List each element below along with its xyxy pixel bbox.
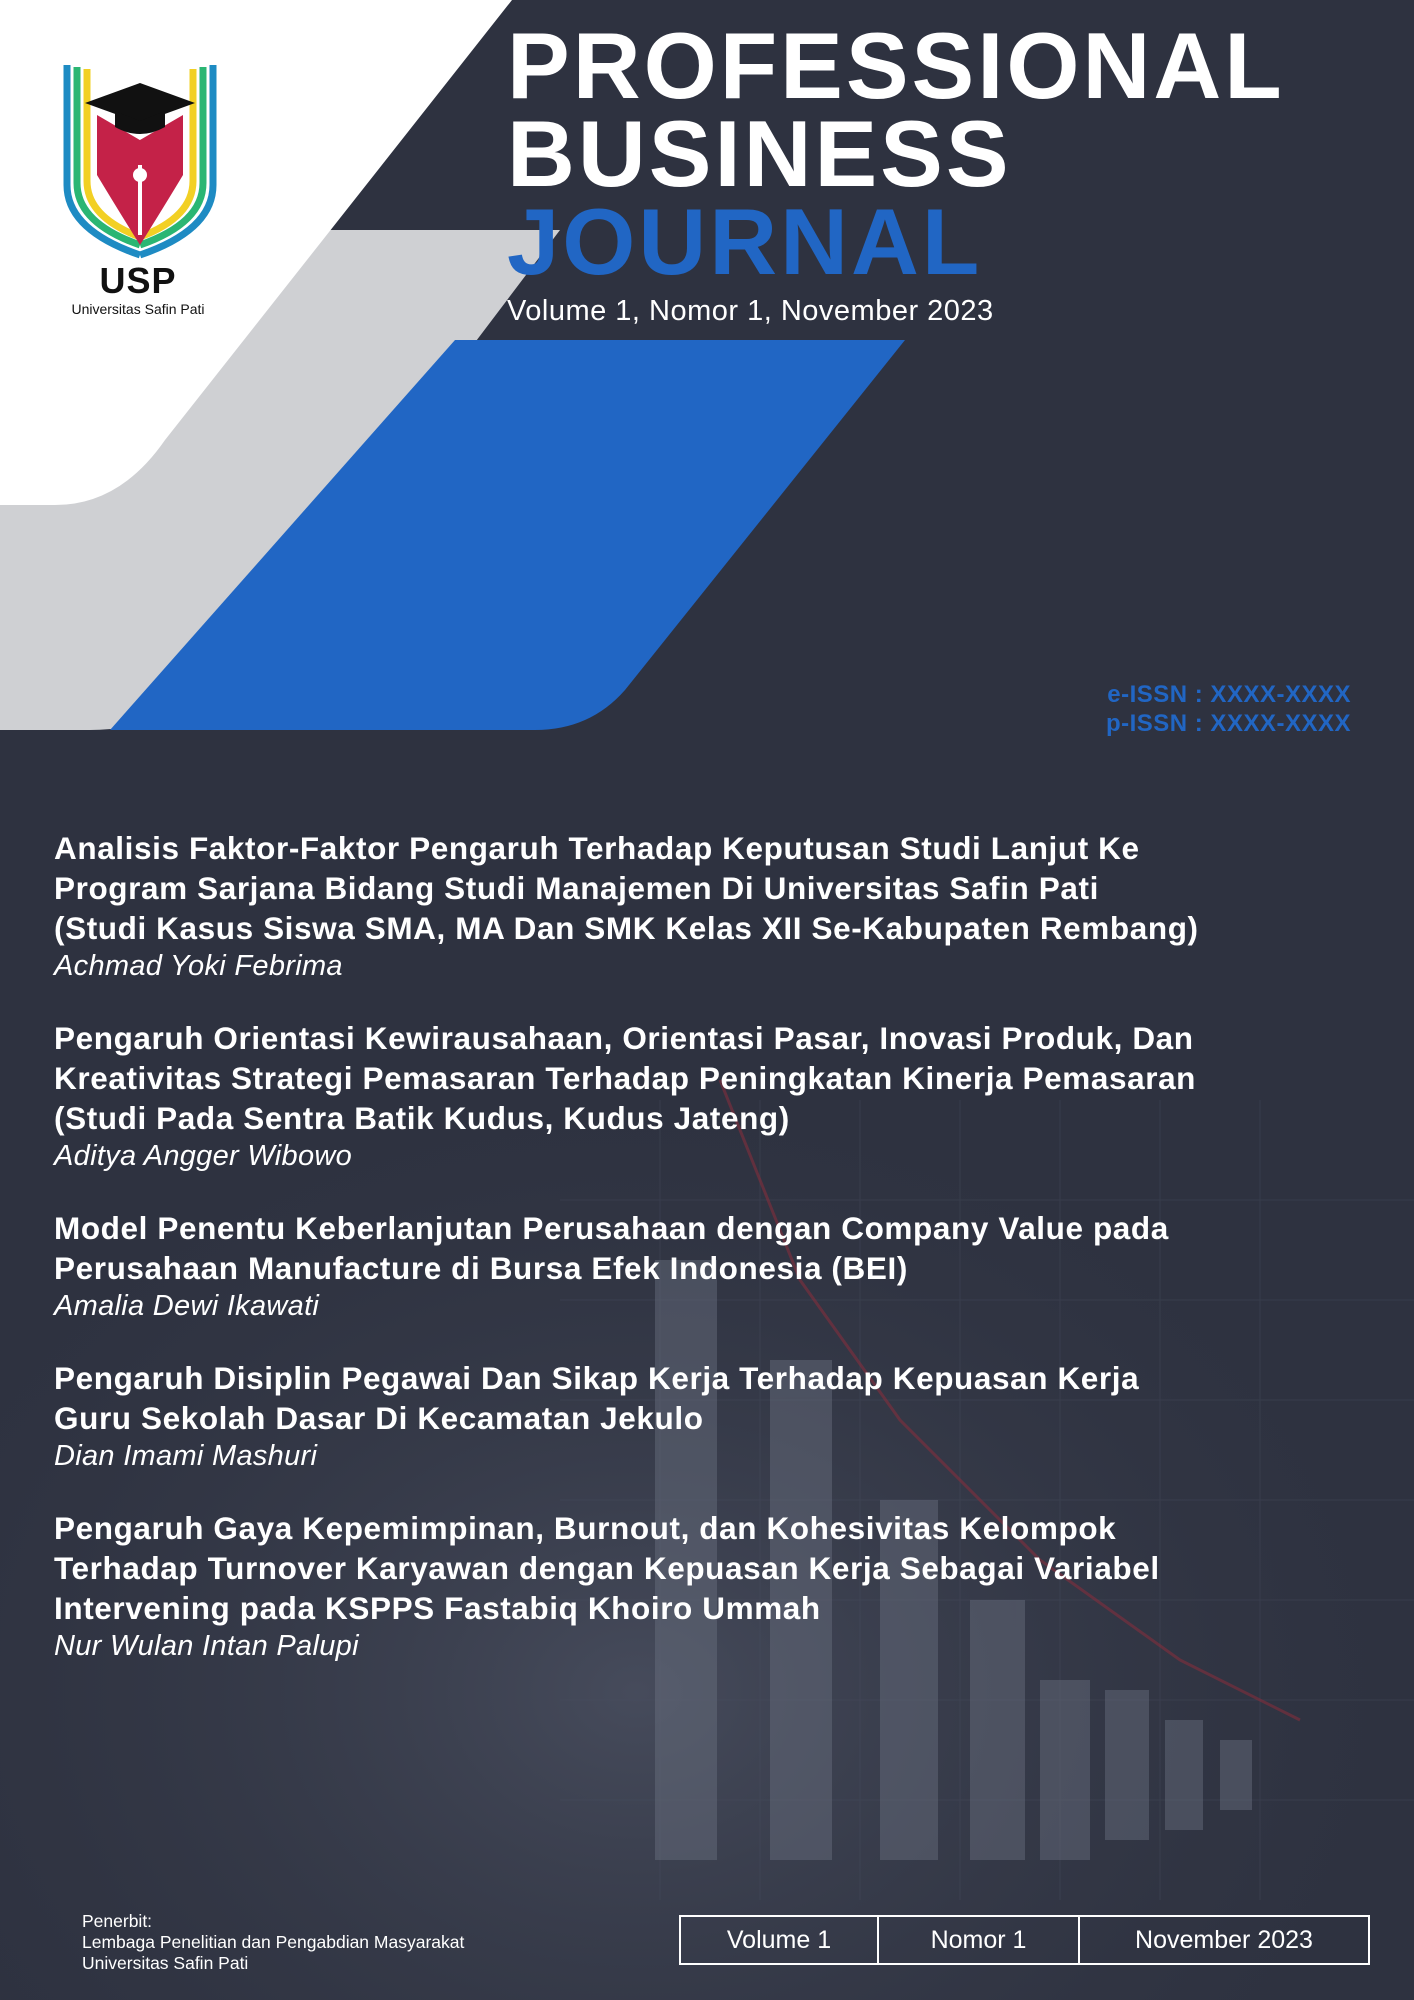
article-author: Amalia Dewi Ikawati (54, 1290, 320, 1322)
journal-volume-info: Volume 1, Nomor 1, November 2023 (507, 295, 994, 327)
article-item (54, 1208, 1374, 1324)
article-title (54, 1508, 1374, 1628)
article-title (54, 1358, 1374, 1438)
article-item (54, 828, 1374, 984)
article-item (54, 1018, 1374, 1174)
journal-title-line-3: JOURNAL (507, 189, 983, 294)
issn-block (1106, 680, 1351, 738)
article-item (54, 1358, 1374, 1474)
publisher-block (82, 1911, 464, 1974)
article-title (54, 828, 1374, 948)
article-title (54, 1018, 1374, 1138)
article-title-line: Analisis Faktor-Faktor Pengaruh Terhadap Keputusan Studi Lanjut Ke (54, 830, 1140, 866)
journal-title-line-1: PROFESSIONAL (507, 13, 1285, 118)
logo-abbreviation: USP (99, 260, 177, 301)
article-title-line: Pengaruh Gaya Kepemimpinan, Burnout, dan Kohesivitas Kelompok (54, 1510, 1117, 1546)
article-author: Achmad Yoki Febrima (54, 950, 343, 982)
article-title (54, 1208, 1374, 1288)
publisher-line-2: Universitas Safin Pati (82, 1953, 249, 1973)
article-title-line: Pengaruh Orientasi Kewirausahaan, Orientasi Pasar, Inovasi Produk, Dan (54, 1020, 1194, 1056)
p-issn-text: p-ISSN : XXXX-XXXX (1105, 710, 1351, 737)
article-title-line: Pengaruh Disiplin Pegawai Dan Sikap Kerja Terhadap Kepuasan Kerja (54, 1360, 1140, 1396)
issue-volume-cell: Volume 1 (726, 1925, 832, 1954)
article-title-line: (Studi Pada Sentra Batik Kudus, Kudus Jateng) (54, 1100, 790, 1136)
publisher-label: Penerbit: (82, 1911, 153, 1931)
article-title-line: Model Penentu Keberlanjutan Perusahaan dengan Company Value pada (54, 1210, 1169, 1246)
article-item (54, 1508, 1374, 1664)
e-issn-text: e-ISSN : XXXX-XXXX (1107, 681, 1351, 708)
issue-date-cell: November 2023 (1078, 1917, 1368, 1963)
article-title-line: Terhadap Turnover Karyawan dengan Kepuasan Kerja Sebagai Variabel (54, 1550, 1160, 1586)
logo-university-name: Universitas Safin Pati (71, 301, 205, 317)
journal-title-block (507, 13, 1285, 328)
issue-info-table (679, 1915, 1370, 1965)
article-title-line: Kreativitas Strategi Pemasaran Terhadap Peningkatan Kinerja Pemasaran (54, 1060, 1197, 1096)
article-author: Nur Wulan Intan Palupi (54, 1630, 359, 1662)
publisher-line-1: Lembaga Penelitian dan Pengabdian Masyarakat (82, 1932, 465, 1952)
article-title-line: (Studi Kasus Siswa SMA, MA Dan SMK Kelas XII Se-Kabupaten Rembang) (54, 910, 1199, 946)
article-author: Aditya Angger Wibowo (54, 1140, 353, 1172)
graduation-cap-pen-icon (55, 45, 225, 265)
article-title-line: Guru Sekolah Dasar Di Kecamatan Jekulo (54, 1400, 704, 1436)
article-title-line: Program Sarjana Bidang Studi Manajemen Di Universitas Safin Pati (54, 870, 1099, 906)
article-title-line: Intervening pada KSPPS Fastabiq Khoiro Ummah (54, 1590, 821, 1626)
logo-wordmark (48, 262, 228, 318)
article-author: Dian Imami Mashuri (54, 1440, 318, 1472)
article-list (54, 828, 1374, 1698)
issue-nomor-cell: Nomor 1 (877, 1917, 1078, 1963)
article-title-line: Perusahaan Manufacture di Bursa Efek Indonesia (BEI) (54, 1250, 908, 1286)
journal-title-line-2: BUSINESS (507, 101, 1012, 206)
